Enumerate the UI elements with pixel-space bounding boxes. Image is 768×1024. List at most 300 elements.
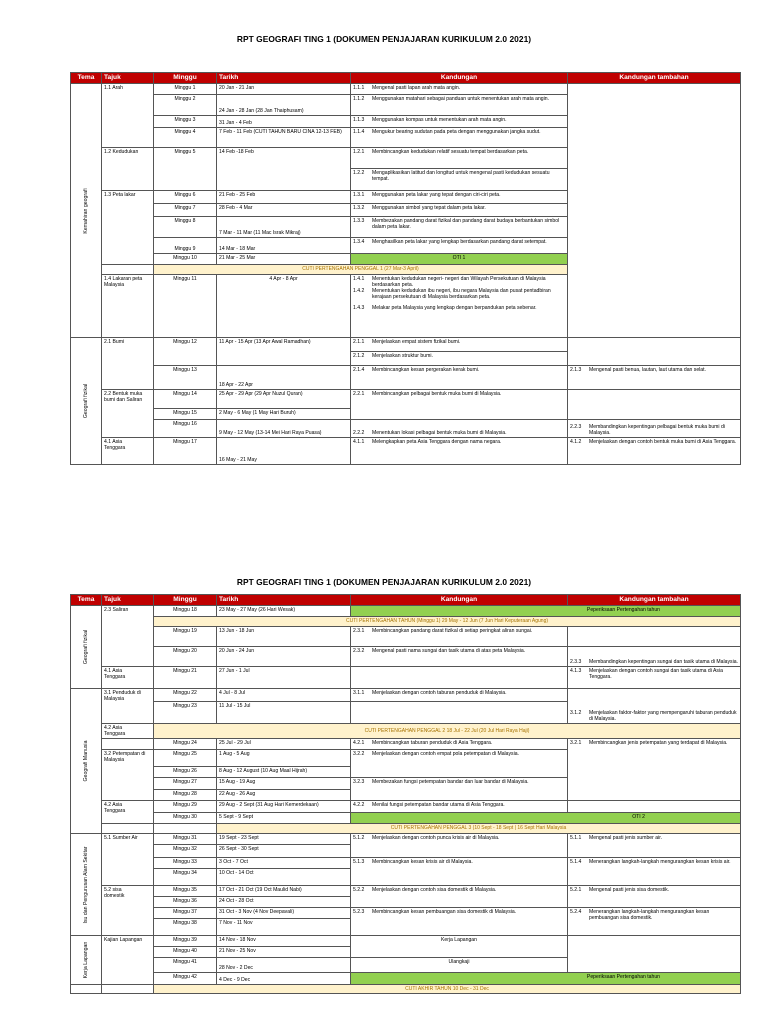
- minggu-cell: Minggu 35: [154, 886, 217, 897]
- minggu-cell: Minggu 7: [154, 204, 217, 217]
- kandungan-number: 1.4.3: [353, 305, 365, 312]
- tema-cell: [71, 689, 102, 834]
- holiday-banner: CUTI PERTENGAHAN PENGGAL 1 (27 Mar-3 April): [154, 265, 568, 275]
- page-title-1: RPT GEOGRAFI TING 1 (DOKUMEN PENJAJARAN KURIKULUM 2.0 2021): [236, 34, 532, 44]
- tambahan-number: 5.1.4: [570, 858, 582, 865]
- kandungan-cell: [351, 750, 568, 778]
- tambahan-cell: [568, 438, 741, 465]
- minggu-cell: Minggu 14: [154, 390, 217, 409]
- minggu-cell: Minggu 8: [154, 217, 217, 238]
- tajuk-cell: [102, 801, 154, 824]
- kandungan-number: 2.1.2: [353, 352, 365, 359]
- tajuk-cell: Kajian Lapangan: [102, 936, 154, 985]
- tambahan-text: Mengenal pasti jenis sisa domestik.: [589, 886, 670, 893]
- header-tajuk: Tajuk: [102, 73, 154, 84]
- minggu-cell: Minggu 42: [154, 973, 217, 985]
- tambahan-number: 2.2.3: [570, 424, 582, 431]
- table-row: [71, 834, 741, 845]
- kandungan-text: Menilai fungsi petempatan bandar utama di Asia Tenggara.: [372, 801, 505, 808]
- tarikh-cell: 21 Nov - 25 Nov: [217, 947, 351, 958]
- kandungan-number: 2.2.1: [353, 390, 365, 397]
- minggu-cell: Minggu 12: [154, 338, 217, 366]
- kandungan-cell: [351, 858, 568, 886]
- tema-label: Isu dan Pengurusan Alam Sekitar: [82, 846, 89, 924]
- tajuk-cell: [102, 739, 154, 750]
- tajuk-cell: 2.2 Bentuk muka bumi dan Saliran: [102, 390, 154, 438]
- table-row: [71, 438, 741, 465]
- kandungan-text: Menggunakan matahari sebagai panduan untuk menentukan arah mata angin.: [372, 95, 549, 102]
- exam-banner: [351, 973, 741, 985]
- kandungan-text: Membincangkan kesan krisis air di Malaysia.: [372, 858, 473, 865]
- table-row: [71, 739, 741, 750]
- minggu-cell: Minggu 36: [154, 897, 217, 908]
- kandungan-text: Membincangkan pelbagai bentuk muka bumi di Malaysia.: [372, 390, 502, 397]
- tema-label: Geografi fizikal: [82, 383, 89, 419]
- kandungan-number: 1.1.3: [353, 116, 365, 123]
- tajuk-text: 4.1 Asia Tenggara: [104, 667, 126, 680]
- tarikh-cell: 5 Sept - 9 Sept: [217, 813, 351, 824]
- tarikh-cell: 7 Nov - 11 Nov: [217, 919, 351, 936]
- kandungan-cell: [351, 84, 568, 95]
- kandungan-text: Membincangkan taburan penduduk di Asia Tenggara.: [372, 739, 493, 746]
- minggu-cell: Minggu 34: [154, 869, 217, 886]
- kandungan-text: Menentukan kedudukan negeri- negeri dan Wilayah Persekutuan di Malaysia berdasarkan peta.: [372, 275, 546, 288]
- minggu-cell: Minggu 25: [154, 750, 217, 767]
- kandungan-number: 1.4.2: [353, 287, 365, 294]
- tarikh-cell: 7 Feb - 11 Feb (CUTI TAHUN BARU CINA 12-13 FEB): [217, 128, 351, 148]
- tambahan-text: Membandingkan kepentingan sungai dan tasik utama di Malaysia.: [589, 659, 738, 666]
- minggu-cell: Minggu 10: [154, 254, 217, 265]
- tambahan-text: Menerangkan langkah-langkah mengurangkan kesan pembuangan sisa domestik.: [589, 908, 710, 921]
- tema-label: Kerja Lapangan: [82, 941, 89, 979]
- kandungan-cell: [351, 169, 568, 191]
- tambahan-cell: [568, 858, 741, 886]
- kandungan-cell: [351, 191, 568, 204]
- tambahan-text: Menjelaskan dengan contoh sungai dan tasik utama di Asia Tenggara.: [589, 667, 723, 680]
- minggu-cell: Minggu 16: [154, 420, 217, 438]
- tarikh-cell: 14 Nov - 18 Nov: [217, 936, 351, 947]
- tarikh-cell: 25 Jul - 29 Jul: [217, 739, 351, 750]
- tarikh-cell: 8 Aug - 12 August (10 Aug Maal Hijrah): [217, 767, 351, 778]
- tarikh-cell: 9 May - 12 May (13-14 Mei Hari Raya Puasa): [217, 420, 351, 438]
- tema-cell: [102, 824, 154, 834]
- minggu-cell: Minggu 39: [154, 936, 217, 947]
- kandungan-cell: [351, 366, 568, 390]
- kandungan-number: 3.2.3: [353, 778, 365, 785]
- minggu-cell: Minggu 21: [154, 667, 217, 689]
- tambahan-text: Mengenal pasti benua, lautan, laut utama dan selat.: [589, 366, 706, 373]
- tambahan-cell: [568, 338, 741, 366]
- minggu-cell: Minggu 9: [154, 238, 217, 254]
- kandungan-text: Mengaplikasikan latitud dan longitud untuk mengenal pasti kedudukan sesuatu tempat.: [372, 169, 550, 182]
- kandungan-cell: [351, 801, 568, 813]
- table-row: [71, 936, 741, 947]
- tajuk-text: 4.2 Asia Tenggara: [104, 724, 126, 737]
- exam-label: Peperiksaan Pertengahan tahun: [586, 606, 660, 613]
- oti-cell: OTI 1: [351, 254, 568, 265]
- tajuk-cell: 1.3 Peta lakar: [102, 191, 154, 265]
- tarikh-cell: 24 Oct - 28 Oct: [217, 897, 351, 908]
- rpt-table-1: [70, 72, 741, 465]
- kandungan-number: 1.1.2: [353, 95, 365, 102]
- tambahan-text: Mengenal pasti jenis sumber air.: [589, 834, 663, 841]
- kandungan-text: Menentukan kedudukan ibu negeri, ibu negara Malaysia dan pusat pentadbiran kerajaan persekutuan di Malaysia berdasarkan peta.: [372, 287, 551, 301]
- kandungan-cell: [351, 275, 568, 338]
- tarikh-cell: 24 Jan - 28 Jan (28 Jan Thaiphusam): [217, 95, 351, 116]
- table-row: [71, 886, 741, 897]
- kandungan-cell: [351, 352, 568, 366]
- kandungan-number: 4.2.1: [353, 739, 365, 746]
- header-kandungan: Kandungan: [351, 595, 568, 606]
- tajuk-cell: 2.3 Saliran: [102, 606, 154, 667]
- kandungan-number: 3.1.1: [353, 689, 365, 696]
- kandungan-text: Menggunakan peta lakar yang tepat dengan ciri-ciri peta.: [372, 191, 501, 198]
- kandungan-cell: [351, 338, 568, 352]
- minggu-cell: Minggu 5: [154, 148, 217, 191]
- header-tambahan: Kandungan tambahan: [568, 595, 741, 606]
- minggu-cell: Minggu 23: [154, 702, 217, 724]
- kandungan-cell: [351, 420, 568, 438]
- tarikh-cell: 18 Apr - 22 Apr: [217, 366, 351, 390]
- tambahan-cell: [568, 739, 741, 801]
- tarikh-cell: 14 Mar - 18 Mar: [217, 238, 351, 254]
- header-tarikh: Tarikh: [217, 73, 351, 84]
- tarikh-cell: 20 Jan - 21 Jan: [217, 84, 351, 95]
- kandungan-text: Menggunakan simbol yang tepat dalam peta lakar.: [372, 204, 486, 211]
- kandungan-text: Menjelaskan dengan contoh empat pola petempatan di Malaysia.: [372, 750, 519, 757]
- table-row: [71, 647, 741, 667]
- kandungan-cell: [351, 778, 568, 801]
- tambahan-cell: [568, 627, 741, 647]
- tarikh-cell: 7 Mar - 11 Mar (11 Mac Israk Mikraj): [217, 217, 351, 238]
- kandungan-cell: [351, 702, 568, 724]
- minggu-cell: Minggu 20: [154, 647, 217, 667]
- kandungan-number: 1.3.3: [353, 217, 365, 224]
- minggu-cell: Minggu 37: [154, 908, 217, 919]
- kandungan-text: Mengenal pasti nama sungai dan tasik utama di atas peta Malaysia.: [372, 647, 526, 654]
- kandungan-number: 1.1.1: [353, 84, 365, 91]
- kandungan-text: Membincangkan kedudukan relatif sesuatu tempat berdasarkan peta.: [372, 148, 529, 155]
- tajuk-text: 5.2 sisa domestik: [104, 886, 125, 899]
- kandungan-cell: [351, 204, 568, 217]
- tarikh-cell: 11 Jul - 15 Jul: [217, 702, 351, 724]
- tarikh-cell: 21 Mar - 25 Mar: [217, 254, 351, 265]
- kandungan-text: Membezakan fungsi petempatan bandar dan luar bandar di Malaysia.: [372, 778, 529, 785]
- minggu-cell: Minggu 18: [154, 606, 217, 617]
- tarikh-cell: 31 Oct - 3 Nov (4 Nov Deepavali): [217, 908, 351, 919]
- kandungan-text: Menjelaskan dengan contoh taburan penduduk di Malaysia.: [372, 689, 507, 696]
- tema-cell: [71, 84, 102, 338]
- minggu-cell: Minggu 17: [154, 438, 217, 465]
- table-row: [71, 390, 741, 409]
- table-row: [71, 973, 741, 985]
- kerja-lapangan-cell: Kerja Lapangan: [351, 936, 568, 958]
- minggu-cell: Minggu 26: [154, 767, 217, 778]
- holiday-row: [71, 824, 741, 834]
- header-tarikh: Tarikh: [217, 595, 351, 606]
- tarikh-cell: 3 Oct - 7 Oct: [217, 858, 351, 869]
- tarikh-cell: 20 Jun - 24 Jun: [217, 647, 351, 667]
- kandungan-text: Membincangkan pandang darat fizikal di setiap peringkat aliran sungai.: [372, 627, 533, 634]
- kandungan-text: Mengukur bearing sudutan pada peta dengan menggunakan jangka sudut.: [372, 128, 541, 135]
- header-kandungan: Kandungan: [351, 73, 568, 84]
- minggu-cell: Minggu 19: [154, 627, 217, 647]
- kandungan-text: Membincangkan kesan pergerakan kerak bumi.: [372, 366, 480, 373]
- minggu-cell: Minggu 22: [154, 689, 217, 702]
- holiday-banner: CUTI PERTENGAHAN PENGGAL 2 18 Jul - 22 Jul (20 Jul Hari Raya Haji): [154, 724, 741, 739]
- tema-label: Geografi Manusia: [82, 740, 89, 782]
- exam-label: Peperiksaan Pertengahan tahun: [586, 973, 660, 980]
- table-row: [71, 84, 741, 95]
- holiday-row: [71, 985, 741, 994]
- table-row: [71, 627, 741, 647]
- kandungan-cell: [351, 438, 568, 465]
- kandungan-cell: [351, 886, 568, 908]
- tambahan-text: Membincangkan jenis petempatan yang terdapat di Malaysia.: [589, 739, 728, 746]
- holiday-banner: CUTI PERTENGAHAN PENGGAL 3 (10 Sept - 18 Sept | 16 Sept Hari Malaysia: [217, 824, 741, 834]
- tajuk-cell: 3.2 Petempatan di Malaysia: [102, 750, 154, 801]
- kandungan-number: 4.1.1: [353, 438, 365, 445]
- minggu-cell: Minggu 3: [154, 116, 217, 128]
- minggu-cell: Minggu 1: [154, 84, 217, 95]
- kandungan-text: Menjelaskan struktur bumi.: [372, 352, 433, 359]
- rpt-table-2: [70, 594, 741, 994]
- tarikh-cell: 27 Jun - 1 Jul: [217, 667, 351, 689]
- tambahan-number: 4.1.2: [570, 438, 582, 445]
- kandungan-cell: [351, 667, 568, 689]
- header-minggu: Minggu: [154, 595, 217, 606]
- tarikh-cell: 28 Nov - 2 Dec: [217, 958, 351, 973]
- kandungan-number: 1.1.4: [353, 128, 365, 135]
- tambahan-number: 2.3.3: [570, 659, 582, 666]
- kandungan-text: Menjelaskan dengan contoh sisa domestik di Malaysia.: [372, 886, 497, 893]
- tambahan-text: Menerangkan langkah-langkah mengurangkan kesan krisis air.: [589, 858, 731, 865]
- header-tajuk: Tajuk: [102, 595, 154, 606]
- tambahan-cell: [568, 420, 741, 438]
- tarikh-cell: 31 Jan - 4 Feb: [217, 116, 351, 128]
- tarikh-cell: 29 Aug - 2 Sept (31 Aug Hari Kemerdekaan): [217, 801, 351, 813]
- kandungan-cell: [351, 116, 568, 128]
- minggu-cell: Minggu 15: [154, 409, 217, 420]
- minggu-cell: Minggu 2: [154, 95, 217, 116]
- tajuk-cell: 3.1 Penduduk di Malaysia: [102, 689, 154, 724]
- header-tema: Tema: [71, 595, 102, 606]
- kandungan-text: Melakar peta Malaysia yang lengkap dengan berpandukan peta sebenar.: [372, 305, 537, 312]
- header-tambahan: Kandungan tambahan: [568, 73, 741, 84]
- table-row: [71, 420, 741, 438]
- tambahan-text: Membandingkan kepentingan pelbagai bentuk muka bumi di Malaysia.: [589, 424, 725, 437]
- kandungan-text: Menentukan lokasi pelbagai bentuk muka bumi di Malaysia.: [372, 430, 507, 437]
- tarikh-cell: 21 Feb - 25 Feb: [217, 191, 351, 204]
- header-minggu: Minggu: [154, 73, 217, 84]
- tema-cell: [71, 834, 102, 936]
- tajuk-cell: 2.1 Bumi: [102, 338, 154, 390]
- kandungan-cell: [351, 834, 568, 858]
- tarikh-cell: 22 Aug - 26 Aug: [217, 790, 351, 801]
- minggu-cell: Minggu 13: [154, 366, 217, 390]
- table-row: [71, 606, 741, 617]
- exam-banner: [351, 606, 741, 617]
- kandungan-text: Menjelaskan empat sistem fizikal bumi.: [372, 338, 461, 345]
- tarikh-cell: 13 Jun - 18 Jun: [217, 627, 351, 647]
- tarikh-cell: 19 Sept - 23 Sept: [217, 834, 351, 845]
- tambahan-text: Menjelaskan dengan contoh bentuk muka bumi di Asia Tenggara.: [589, 438, 737, 445]
- tema-label: Kemahiran geografi: [82, 187, 89, 234]
- kandungan-cell: [351, 908, 568, 936]
- kandungan-text: Membincangkan kesan pembuangan sisa domestik di Malaysia.: [372, 908, 517, 915]
- holiday-row: [71, 617, 741, 627]
- kandungan-text: Mengenal pasti lapan arah mata angin.: [372, 84, 461, 91]
- kandungan-cell: [351, 390, 568, 420]
- tarikh-cell: 17 Oct - 21 Oct (19 Oct Maulid Nabi): [217, 886, 351, 897]
- minggu-cell: Minggu 40: [154, 947, 217, 958]
- minggu-cell: Minggu 11: [154, 275, 217, 338]
- kandungan-number: 2.1.1: [353, 338, 365, 345]
- tambahan-cell: [568, 886, 741, 908]
- tambahan-cell: [568, 801, 741, 813]
- tarikh-cell: 4 Jul - 8 Jul: [217, 689, 351, 702]
- tajuk-cell: [102, 724, 154, 739]
- kandungan-text: Melengkapkan peta Asia Tenggara dengan nama negara.: [372, 438, 502, 445]
- kandungan-number: 1.3.2: [353, 204, 365, 211]
- tema-cell: [71, 606, 102, 689]
- header-tema: Tema: [71, 73, 102, 84]
- tambahan-cell: [568, 834, 741, 858]
- tema-label: Geografi fizikal: [82, 629, 89, 665]
- minggu-cell: Minggu 6: [154, 191, 217, 204]
- holiday-banner: CUTI PERTENGAHAN TAHUN (Minggu 1) 29 May - 12 Jun (7 Jun Hari Keputeraan Agung): [154, 617, 741, 627]
- tajuk-cell: 1.4 Lakaran peta Malaysia: [102, 275, 154, 338]
- oti-label: OTI 2: [632, 813, 645, 820]
- kandungan-cell: [351, 95, 568, 116]
- table-row: [71, 908, 741, 919]
- tajuk-text: 4.1 Asia Tenggara: [104, 438, 126, 451]
- tambahan-cell: [568, 647, 741, 667]
- tambahan-cell: [568, 84, 741, 338]
- table-row: [71, 366, 741, 390]
- tambahan-cell: [568, 366, 741, 390]
- table-row: [71, 667, 741, 689]
- kandungan-number: 5.1.2: [353, 834, 365, 841]
- kandungan-cell: [351, 739, 568, 750]
- kandungan-cell: [351, 689, 568, 702]
- tambahan-text: Menjelaskan faktor-faktor yang mempengaruhi taburan penduduk di Malaysia.: [589, 710, 737, 723]
- kandungan-number: 2.1.4: [353, 366, 365, 373]
- tambahan-cell: [568, 689, 741, 724]
- tajuk-text: 4.2 Asia Tenggara: [104, 801, 126, 814]
- kandungan-cell: [351, 238, 568, 254]
- tarikh-cell: 16 May - 21 May: [217, 438, 351, 465]
- minggu-cell: Minggu 31: [154, 834, 217, 845]
- kandungan-number: 1.3.4: [353, 238, 365, 245]
- minggu-cell: Minggu 32: [154, 845, 217, 858]
- tarikh-cell: 1 Aug - 5 Aug: [217, 750, 351, 767]
- kandungan-text: Menggunakan kompas untuk menentukan arah mata angin.: [372, 116, 507, 123]
- tarikh-cell: 26 Sept - 30 Sept: [217, 845, 351, 858]
- kandungan-number: 2.3.2: [353, 647, 365, 654]
- tambahan-number: 5.1.1: [570, 834, 582, 841]
- tema-cell: [71, 936, 102, 985]
- kandungan-text: Menjelaskan dengan contoh punca krisis air di Malaysia.: [372, 834, 500, 841]
- tajuk-cell: [102, 886, 154, 936]
- table-row: [71, 813, 741, 824]
- tarikh-cell: 4 Apr - 8 Apr: [217, 275, 351, 338]
- holiday-banner: CUTI AKHIR TAHUN 10 Dec - 31 Dec: [154, 985, 741, 994]
- tajuk-cell: [102, 667, 154, 689]
- tarikh-cell: 2 May - 6 May (1 May Hari Buruh): [217, 409, 351, 420]
- kandungan-cell: [351, 148, 568, 169]
- tema-cell: [71, 985, 102, 994]
- tarikh-cell: 28 Feb - 4 Mar: [217, 204, 351, 217]
- tarikh-cell: 11 Apr - 15 Apr (13 Apr Awal Ramadhan): [217, 338, 351, 366]
- tarikh-cell: 4 Dec - 9 Dec: [217, 973, 351, 985]
- kandungan-cell: [351, 627, 568, 647]
- kandungan-cell: [351, 128, 568, 148]
- tajuk-cell: 5.1 Sumber Air: [102, 834, 154, 886]
- page-title-2: RPT GEOGRAFI TING 1 (DOKUMEN PENJAJARAN KURIKULUM 2.0 2021): [236, 577, 532, 587]
- holiday-row: [71, 724, 741, 739]
- kandungan-number: 3.2.2: [353, 750, 365, 757]
- kandungan-number: 1.2.2: [353, 169, 365, 176]
- tajuk-cell: 1.2 Kedudukan: [102, 148, 154, 191]
- kandungan-number: 5.1.3: [353, 858, 365, 865]
- kandungan-number: 1.3.1: [353, 191, 365, 198]
- table-row: [71, 858, 741, 869]
- tarikh-cell: 14 Feb -18 Feb: [217, 148, 351, 191]
- minggu-cell: Minggu 29: [154, 801, 217, 813]
- kandungan-number: 2.3.1: [353, 627, 365, 634]
- tarikh-cell: 25 Apr - 29 Apr (29 Apr Nuzul Quran): [217, 390, 351, 409]
- tajuk-cell: [154, 824, 217, 834]
- minggu-cell: Minggu 4: [154, 128, 217, 148]
- tarikh-cell: 23 May - 27 May (26 Hari Wesak): [217, 606, 351, 617]
- oti-cell: [351, 813, 741, 824]
- minggu-cell: Minggu 28: [154, 790, 217, 801]
- kandungan-number: 1.4.1: [353, 275, 365, 282]
- table-row: [71, 801, 741, 813]
- minggu-cell: Minggu 33: [154, 858, 217, 869]
- table-row: [71, 338, 741, 352]
- tambahan-number: 2.1.3: [570, 366, 582, 373]
- tambahan-cell: [568, 667, 741, 689]
- tambahan-number: 4.1.3: [570, 667, 582, 674]
- minggu-cell: Minggu 41: [154, 958, 217, 973]
- kandungan-number: 5.2.2: [353, 886, 365, 893]
- minggu-cell: Minggu 24: [154, 739, 217, 750]
- tambahan-cell: [568, 908, 741, 936]
- tarikh-cell: 10 Oct - 14 Oct: [217, 869, 351, 886]
- minggu-cell: Minggu 27: [154, 778, 217, 790]
- kandungan-cell: [351, 217, 568, 238]
- tajuk-cell: [102, 265, 154, 275]
- kandungan-cell: [351, 647, 568, 667]
- tambahan-number: 3.2.1: [570, 739, 582, 746]
- tarikh-cell: 15 Aug - 19 Aug: [217, 778, 351, 790]
- tajuk-cell: 1.1 Arah: [102, 84, 154, 148]
- kandungan-number: 1.2.1: [353, 148, 365, 155]
- tambahan-number: 3.1.2: [570, 710, 582, 717]
- kandungan-number: 5.2.3: [353, 908, 365, 915]
- tema-cell: [71, 338, 102, 465]
- table-row: [71, 689, 741, 702]
- tambahan-cell: [568, 936, 741, 973]
- tambahan-number: 5.2.4: [570, 908, 582, 915]
- kandungan-number: 2.2.2: [353, 430, 365, 437]
- minggu-cell: Minggu 38: [154, 919, 217, 936]
- tambahan-number: 5.2.1: [570, 886, 582, 893]
- tajuk-cell: [102, 438, 154, 465]
- tajuk-cell: [102, 985, 154, 994]
